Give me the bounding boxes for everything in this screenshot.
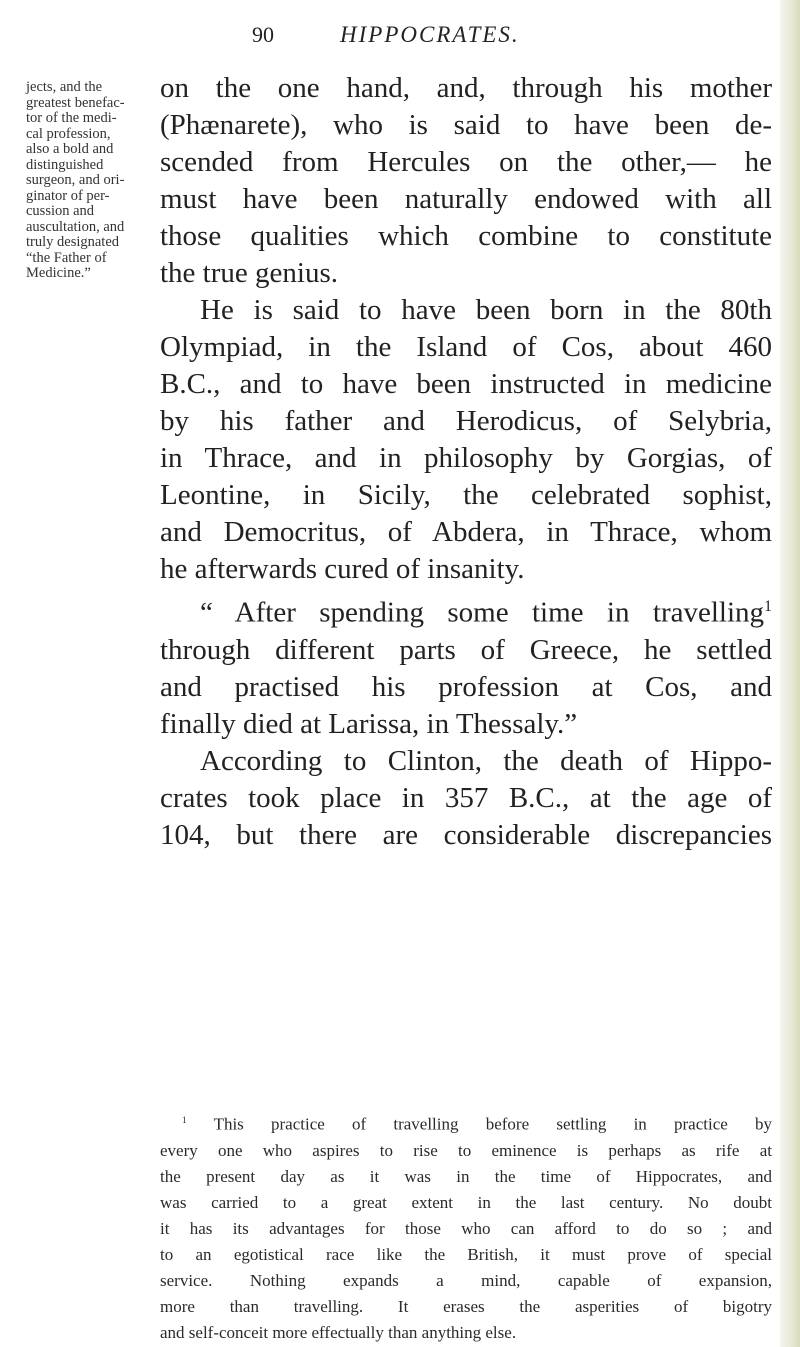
page-number: 90 [252, 22, 274, 47]
text-line: finally died at Larissa, in Thessaly.” [160, 707, 578, 740]
text-line-content: “ After spending some time in travelling [200, 596, 765, 629]
text-line: and Democritus, of Abdera, in Thrace, whom [160, 516, 772, 548]
margin-note-line: cal profession, [26, 125, 111, 142]
margin-note-line: surgeon, and ori- [26, 172, 125, 188]
margin-note-line: jects, and the [26, 79, 103, 95]
text-line: he afterwards cured of insanity. [160, 553, 525, 585]
text-line: scended from Hercules on the other,— he [160, 146, 772, 178]
footnote-line-content: This practice of travelling before settling in practice by [213, 1114, 772, 1134]
margin-note-line: distinguished [26, 156, 104, 173]
margin-note-line: auscultation, and [26, 218, 125, 235]
text-line: crates took place in 357 B.C., at the age of [160, 781, 772, 814]
page-edge [780, 0, 800, 1347]
running-head: HIPPOCRATES. [340, 22, 520, 47]
text-line: on the one hand, and, through his mother [160, 72, 772, 104]
text-line: by his father and Herodicus, of Selybria, [160, 405, 772, 437]
text-line: (Phænarete), who is said to have been de- [160, 109, 772, 141]
text-line: According to Clinton, the death of Hippo- [200, 744, 772, 777]
footnote-line: service. Nothing expands a mind, capable of expansion, [160, 1270, 772, 1290]
text-line: the true genius. [160, 257, 338, 289]
body-text [160, 70, 772, 854]
footnote-marker: 1 [182, 1116, 187, 1126]
footnote-line [160, 1108, 772, 1138]
margin-note-line: “the Father of [26, 249, 107, 266]
text-line: in Thrace, and in philosophy by Gorgias, of [160, 442, 772, 474]
text-line: He is said to have been born in the 80th [200, 294, 772, 326]
text-line-with-footnote-ref [160, 588, 772, 632]
margin-note-line: cussion and [26, 203, 95, 219]
margin-note-line: tor of the medi- [26, 110, 117, 126]
text-line: Olympiad, in the Island of Cos, about 460 [160, 331, 772, 363]
footnote-reference: 1 [764, 598, 772, 615]
footnote-line: was carried to a great extent in the last century. No doubt [160, 1192, 772, 1212]
text-line: B.C., and to have been instructed in medicine [160, 368, 772, 400]
footnote-line: it has its advantages for those who can afford to do so ; and [160, 1218, 772, 1238]
page-header [0, 22, 800, 54]
footnote-line: every one who aspires to rise to eminence is perhaps as rife at [160, 1140, 772, 1160]
text-line: Leontine, in Sicily, the celebrated sophist, [160, 479, 772, 511]
text-line: must have been naturally endowed with all [160, 183, 772, 215]
margin-note-line: truly designated [26, 234, 120, 250]
footnote-line: the present day as it was in the time of Hippocrates, and [160, 1166, 772, 1186]
footnote-line: to an egotistical race like the British, it must prove of special [160, 1244, 772, 1264]
margin-note-line: also a bold and [26, 141, 114, 157]
footnote [160, 1108, 772, 1346]
margin-note [26, 80, 156, 282]
text-line: through different parts of Greece, he settled [160, 633, 772, 666]
margin-note-line: ginator of per- [26, 187, 110, 204]
margin-note-line: greatest benefac- [26, 94, 125, 111]
text-line: 104, but there are considerable discrepancies [160, 818, 772, 851]
text-line: and practised his profession at Cos, and [160, 670, 772, 703]
text-line: those qualities which combine to constitute [160, 220, 772, 252]
margin-note-line: Medicine.” [26, 265, 91, 281]
footnote-line: more than travelling. It erases the asperities of bigotry [160, 1296, 772, 1316]
footnote-line: and self-conceit more effectually than anything else. [160, 1322, 517, 1342]
